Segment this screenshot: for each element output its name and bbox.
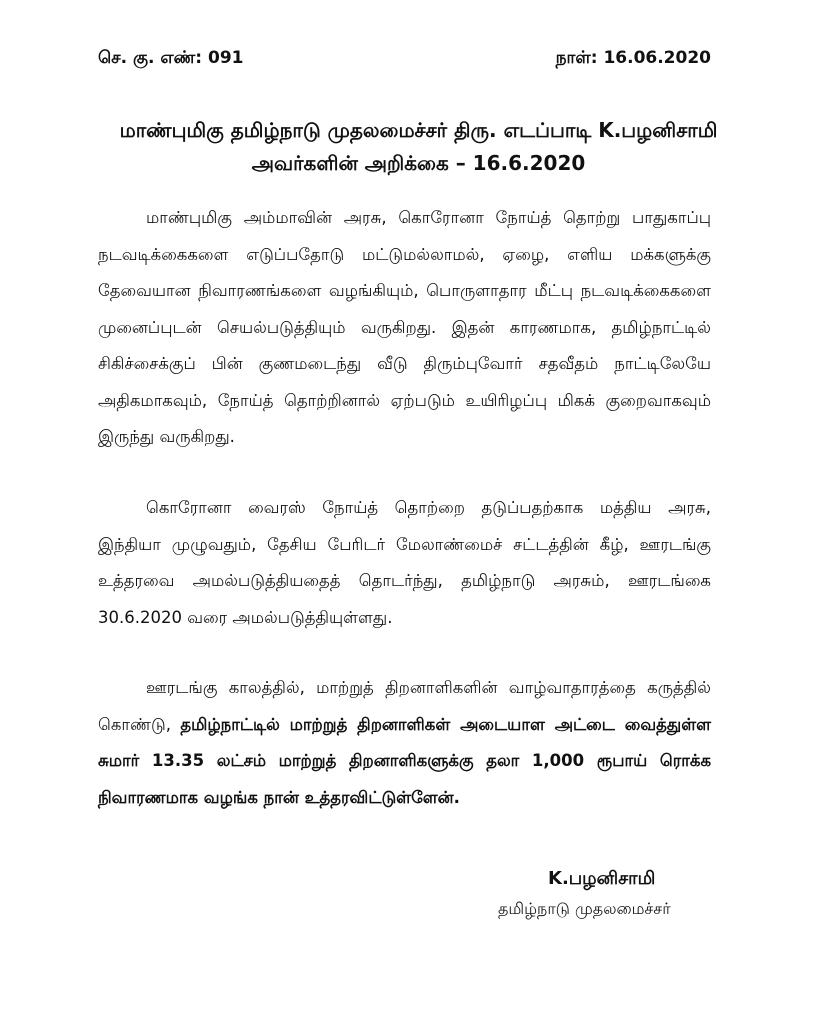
release-date: நாள்: 16.06.2020 — [555, 48, 711, 68]
reference-number: செ. கு. எண்: 091 — [98, 48, 244, 68]
statement-title — [98, 114, 739, 180]
signatory-name: K.பழனிசாமி — [548, 868, 656, 889]
paragraph-3 — [98, 670, 711, 816]
paragraph-2 — [98, 490, 711, 636]
title-line-1: மாண்புமிகு தமிழ்நாடு முதலமைச்சர் திரு. எடப்பாடி K.பழனிசாமி — [119, 118, 718, 142]
paragraph-3-announcement: தமிழ்நாட்டில் மாற்றுத் திறனாளிகள் அடையாள அட்டை வைத்துள்ள சுமார் 13.35 லட்சம் மாற்றுத் திறனாளிகளுக்கு தலா 1,000 ரூபாய் ரொக்க நிவாரணமாக வழங்க நான் உத்தரவிட்டுள்ளேன். — [98, 714, 712, 807]
paragraph-3-text: ஊரடங்கு காலத்தில், மாற்றுத் திறனாளிகளின் வாழ்வாதாரத்தை கருத்தில் கொண்டு, — [98, 678, 711, 734]
signatory-designation: தமிழ்நாடு முதலமைச்சர் — [498, 899, 671, 918]
title-line-2: அவர்களின் அறிக்கை – 16.6.2020 — [251, 151, 586, 175]
paragraph-2-text: கொரோனா வைரஸ் நோய்த் தொற்றை தடுப்பதற்காக மத்திய அரசு, இந்தியா முழுவதும், தேசிய பேரிடர் மேலாண்மைச் சட்டத்தின் கீழ், ஊரடங்கு உத்தரவை அமல்படுத்தியதைத் தொடர்ந்து, தமிழ்நாடு அரசும், ஊரடங்கை 30.6.2020 வரை அமல்படுத்தியுள்ளது. — [98, 498, 711, 627]
paragraph-1 — [98, 200, 711, 456]
paragraph-1-text: மாண்புமிகு அம்மாவின் அரசு, கொரோனா நோய்த் தொற்று பாதுகாப்பு நடவடிக்கைகளை எடுப்பதோடு மட்டுமல்லாமல், ஏழை, எளிய மக்களுக்கு தேவையான நிவாரணங்களை வழங்கியும், பொருளாதார மீட்பு நடவடிக்கைகளை முனைப்புடன் செயல்படுத்தியும் வருகிறது. இதன் காரணமாக, தமிழ்நாட்டில் சிகிச்சைக்குப் பின் குணமடைந்து வீடு திரும்புவோர் சதவீதம் நாட்டிலேயே அதிகமாகவும், நோய்த் தொற்றினால் ஏற்படும் உயிரிழப்பு மிகக் குறைவாகவும் இருந்து வருகிறது. — [98, 208, 711, 446]
signature-block — [498, 868, 718, 920]
